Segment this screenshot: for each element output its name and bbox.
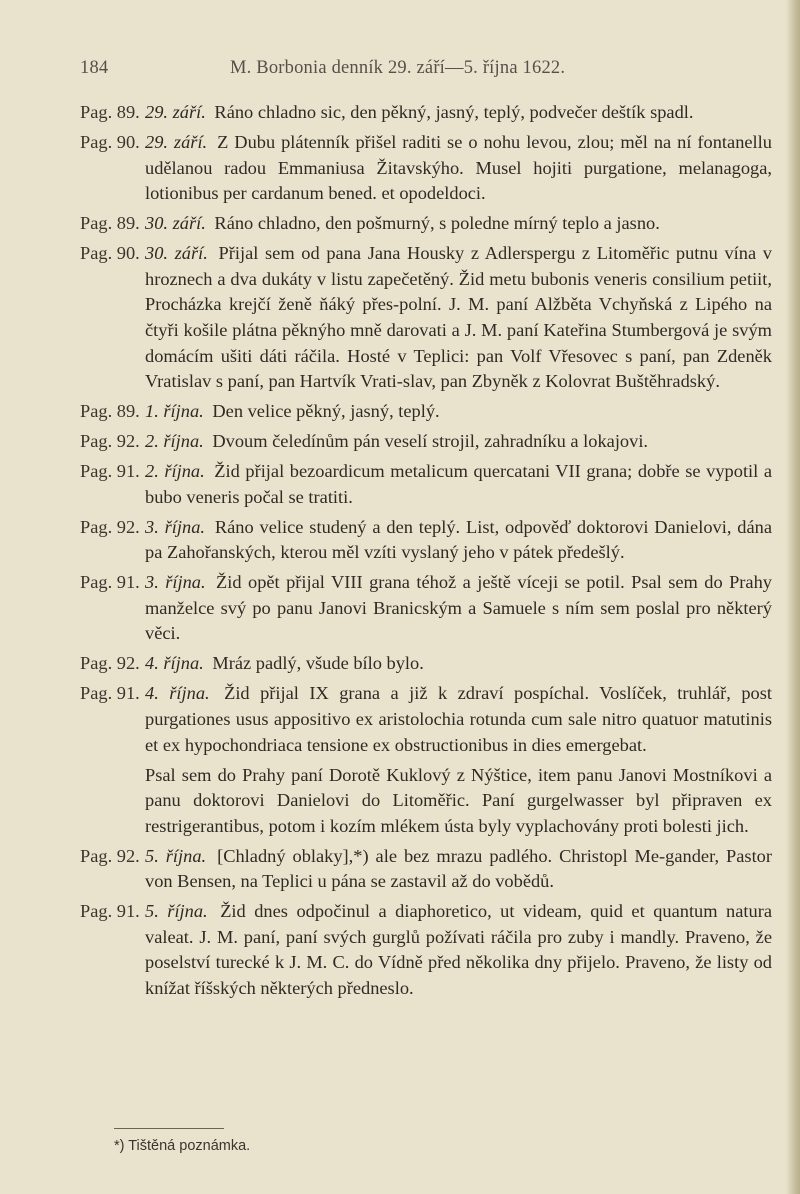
entry-date: 5. října. <box>145 901 208 922</box>
page-number: 184 <box>80 58 109 78</box>
diary-entries <box>80 100 772 1006</box>
entry-body <box>145 241 772 395</box>
entry-date: 30. září. <box>145 243 208 264</box>
entry-text: Přijal sem od pana Jana Housky z Adlerspergu z Litoměřic putnu vína v hroznech a dva dukáty v listu zapečetěný. Žid metu bubonis veneris consilium petiit, Procházka krejčí ženě ňáký přes-polní. J. M. paní Alžběta Vchyňská z Lipého na čtyři košile plátna pěknýho mně darovati a J. M. paní Kateřina Stumbergová je svým domácím ušiti dáti ráčila. Hosté v Teplici: pan Volf Vřesovec s paní, pan Zdeněk Vratislav s paní, pan Hartvík Vrati-slav, pan Zbyněk z Kolovrat Buštěhradský. <box>145 243 772 392</box>
entry-body <box>145 100 772 126</box>
diary-entry <box>80 211 772 237</box>
entry-continuation: Psal sem do Prahy paní Dorotě Kuklový z Nýštice, item panu Janovi Mostníkovi a panu doktorovi Danielovi do Litoměřic. Paní gurgelwasser byl připraven ex restrigerantibus, potom i kozím mlékem ústa byly vyplachovány proti bolesti jich. <box>145 764 772 836</box>
entry-date: 3. října. <box>145 516 206 537</box>
entry-text: Z Dubu plátenník přišel raditi se o nohu levou, zlou; měl na ní fontanellu udělanou radou Emmaniusa Žitavskýho. Musel hojiti purgatione, melanagoga, lotionibus per cardanum bened. et opodeldoci. <box>145 131 772 204</box>
entry-date: 1. října. <box>145 401 204 422</box>
entry-date: 29. září. <box>145 102 206 122</box>
entry-date: 4. října. <box>145 653 204 674</box>
entry-text: Žid opět přijal VIII grana téhož a ještě víceji se potil. Psal sem do Prahy manželce svý po panu Janovi Branicským a Samuele s ním sem poslal pro některý věci. <box>145 572 772 644</box>
entry-body <box>145 899 772 1001</box>
entry-page-ref: Pag. 92. <box>80 431 140 452</box>
entry-date: 5. října. <box>145 845 207 866</box>
entry-page-ref: Pag. 91. <box>80 572 140 593</box>
diary-entry <box>80 130 772 207</box>
entry-text: Mráz padlý, všude bílo bylo. <box>212 653 424 674</box>
entry-page-ref: Pag. 92. <box>80 845 140 866</box>
entry-body <box>145 399 772 425</box>
entry-text: Ráno velice studený a den teplý. List, odpověď doktorovi Danielovi, dána pa Zahořanských, kterou měl vzíti vyslaný jeho v pátek předešlý. <box>145 516 772 563</box>
entry-text: Den velice pěkný, jasný, teplý. <box>212 401 440 422</box>
entry-body <box>145 681 772 758</box>
entry-page-ref: Pag. 90. <box>80 243 140 264</box>
running-title: M. Borbonia denník 29. září—5. října 1622. <box>230 58 566 78</box>
entry-page-ref: Pag. 91. <box>80 461 140 482</box>
diary-entry <box>80 681 772 758</box>
diary-entry <box>80 459 772 510</box>
diary-entry <box>80 241 772 395</box>
entry-body <box>145 459 772 510</box>
entry-page-ref: Pag. 89. <box>80 213 140 234</box>
entry-page-ref: Pag. 92. <box>80 653 140 674</box>
entry-text: Žid přijal bezoardicum metalicum quercatani VII grana; dobře se vypotil a bubo veneris počal se tratiti. <box>145 461 772 507</box>
entry-page-ref: Pag. 89. <box>80 102 140 122</box>
entry-date: 2. října. <box>145 431 204 452</box>
entry-date: 2. října. <box>145 461 205 482</box>
diary-entry <box>80 429 772 455</box>
entry-page-ref: Pag. 90. <box>80 131 140 152</box>
page-edge <box>786 0 800 1194</box>
diary-entry <box>80 651 772 677</box>
entry-page-ref: Pag. 92. <box>80 516 140 537</box>
entry-body <box>145 651 772 677</box>
footnote: *) Tištěná poznámka. <box>114 1138 251 1154</box>
entry-page-ref: Pag. 91. <box>80 683 140 704</box>
entry-body <box>145 130 772 207</box>
entry-body <box>145 515 772 566</box>
footnote-rule <box>114 1128 224 1129</box>
entry-date: 4. října. <box>145 683 210 704</box>
diary-entry <box>80 844 772 895</box>
diary-entry <box>80 100 772 126</box>
entry-body <box>145 429 772 455</box>
entry-date: 30. září. <box>145 213 206 234</box>
entry-text: Ráno chladno, den pošmurný, s poledne mírný teplo a jasno. <box>214 213 660 234</box>
entry-page-ref: Pag. 91. <box>80 901 140 922</box>
entry-text: Žid dnes odpočinul a diaphoretico, ut videam, quid et quantum natura valeat. J. M. paní, paní svých gurglů požívati ráčila pro zuby i mandly. Praveno, že poselství turecké k J. M. C. do Vídně před několika dny přijelo. Praveno, že listy od knížat říšských některých předneslo. <box>145 901 773 999</box>
diary-entry <box>80 570 772 647</box>
diary-entry <box>80 399 772 425</box>
entry-body <box>145 570 772 647</box>
entry-text: Dvoum čeledínům pán veselí strojil, zahradníku a lokajovi. <box>212 431 649 452</box>
entry-text: Žid přijal IX grana a již k zdraví pospíchal. Voslíček, truhlář, post purgationes usus appositivo ex aristolochia rotunda cum sale nitro quatuor matutinis et ex hypochondriaca tensione ex obstructionibus in dies emergebat. <box>145 683 773 755</box>
diary-entry <box>80 515 772 566</box>
entry-body <box>145 211 772 237</box>
entry-text: Ráno chladno sic, den pěkný, jasný, teplý, podvečer deštík spadl. <box>214 102 694 122</box>
entry-body <box>145 844 772 895</box>
entry-date: 3. října. <box>145 572 206 593</box>
diary-entry <box>80 899 772 1001</box>
entry-date: 29. září. <box>145 131 208 152</box>
entry-text: [Chladný oblaky],*) ale bez mrazu padlého. Christopl Me-gander, Pastor von Bensen, na Teplici u pána se zastavil až do vobědů. <box>145 845 772 892</box>
entry-page-ref: Pag. 89. <box>80 401 140 422</box>
